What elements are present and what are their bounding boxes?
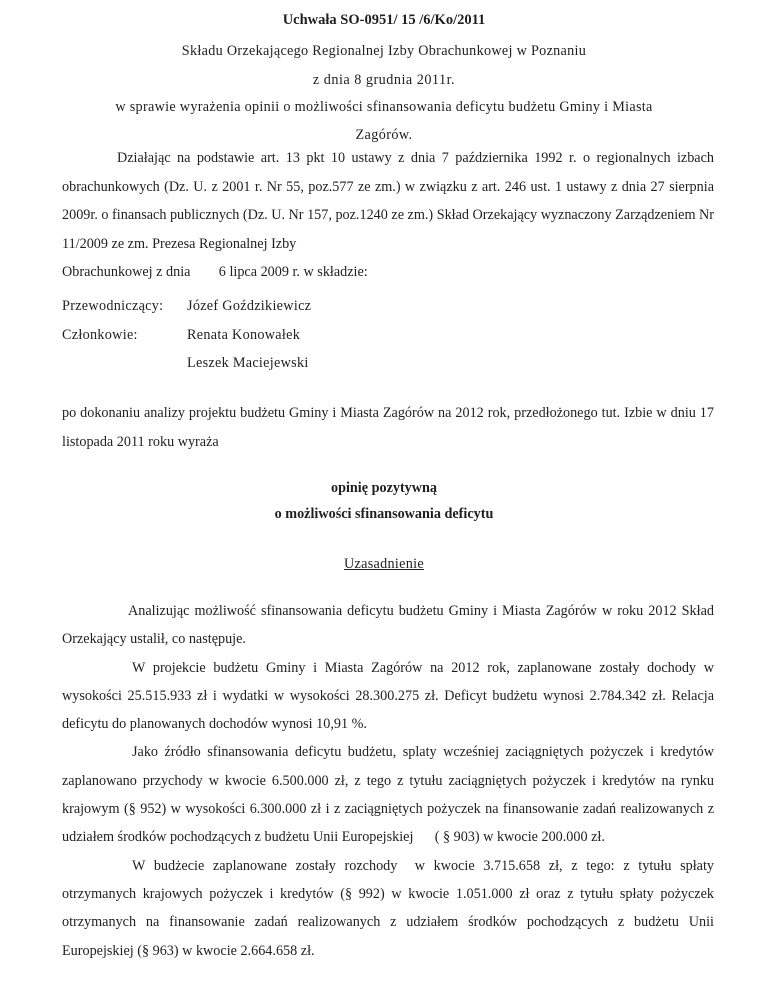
intro-text-last: Obrachunkowej z dnia 6 lipca 2009 r. w składzie: [62,264,368,280]
intro-paragraph [62,144,714,287]
subject-line-2: Zagórów. [355,127,413,143]
resolution-date: z dnia 8 grudnia 2011r. [312,72,456,88]
members-label: Członkowie: [62,327,138,343]
issuing-body: Składu Orzekającego Regionalnej Izby Obrachunkowej w Poznaniu [181,43,587,59]
composition-member-2: Leszek Maciejewski [187,355,309,371]
justification-heading-text: Uzasadnienie [343,556,425,572]
subject-line-1: w sprawie wyrażenia opinii o możliwości sfinansowania deficytu budżetu Gminy i Miasta [115,99,653,115]
chair-name: Józef Goździkiewicz [187,298,312,314]
justification-paragraph-4: W budżecie zaplanowane zostały rozchody w kwocie 3.715.658 zł, z tego: z tytułu spłaty otrzymanych krajowych pożyczek i kredytów (§ 992) w kwocie 1.051.000 zł oraz z tytułu spłaty pożyczek otrzymanych na finansowanie zadań realizowanych z udziałem środków pochodzących z budżetu Unii Europejskiej (§ 963) w kwocie 2.664.658 zł. [62,857,718,959]
opinion-line-1: opinię pozytywną [330,480,438,496]
composition-chair-row [62,298,311,315]
justification-paragraph-2: W projekcie budżetu Gminy i Miasta Zagórów na 2012 rok, zaplanowane zostały dochody w wysokości 25.515.933 zł i wydatki w wysokości 28.300.275 zł. Deficyt budżetu wynosi 2.784.342 zł. Relacja deficytu do planowanych dochodów wynosi 10,91 %. [62,659,714,733]
chair-label: Przewodniczący: [62,298,164,314]
member-name-1: Renata Konowałek [187,327,301,343]
justification-paragraph-3: Jako źródło sfinansowania deficytu budżetu, splaty wcześniej zaciągniętych pożyczek i kredytów zaplanowano przychody w kwocie 6.500.000 zł, z tego z tytułu zaciągniętych pożyczek i kredytów na rynku krajowym (§ 952) w wysokości 6.300.000 zł i z zaciągniętych pożyczek na finansowanie zadań realizowanych z udziałem środków pochodzących z budżetu Unii Europejskiej ( § 903) w kwocie 200.000 zł. [62,744,718,846]
justification-body [62,597,718,965]
justification-heading [0,556,768,573]
justification-paragraph-1: Analizując możliwość sfinansowania deficytu budżetu Gminy i Miasta Zagórów w roku 2012 Skład Orzekający ustalił, co następuje. [62,603,714,648]
analysis-paragraph: po dokonaniu analizy projektu budżetu Gminy i Miasta Zagórów na 2012 rok, przedłożonego tut. Izbie w dniu 17 listopada 2011 roku wyraża [62,405,714,450]
intro-text: Działając na podstawie art. 13 pkt 10 ustawy z dnia 7 października 1992 r. o regionalnych izbach obrachunkowych (Dz. U. z 2001 r. Nr 55, poz.577 ze zm.) w związku z art. 246 ust. 1 ustawy z dnia 27 sierpnia 2009r. o finansach publicznych (Dz. U. Nr 157, poz.1240 ze zm.) Skład Orzekający wyznaczony Zarządzeniem Nr 11/2009 ze zm. Prezesa Regionalnej Izby [62,150,714,252]
composition-members-row [62,327,300,344]
opinion-line-2: o możliwości sfinansowania deficytu [274,506,494,522]
resolution-title: Uchwała SO-0951/ 15 /6/Ko/2011 [282,12,486,28]
